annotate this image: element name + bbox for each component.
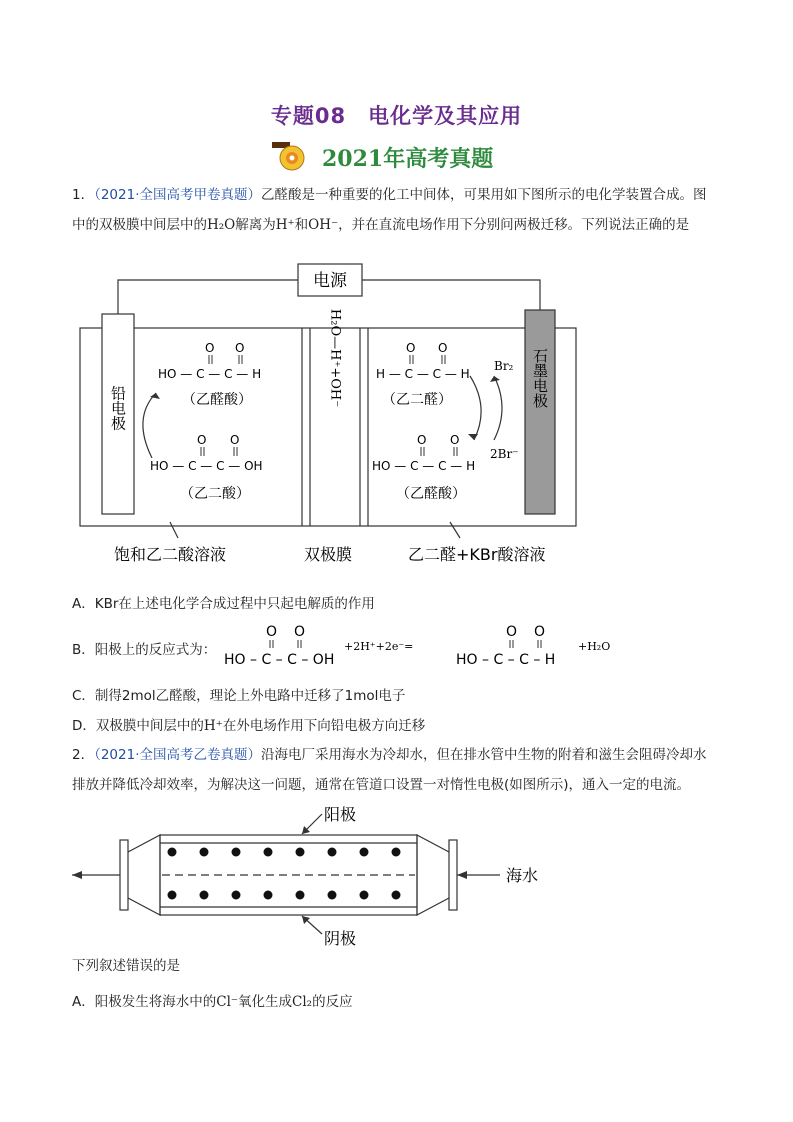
electrode-dot bbox=[168, 891, 177, 900]
svg-text:O: O bbox=[534, 624, 546, 640]
electrode-dot bbox=[200, 848, 209, 857]
q1-text-b3: ，并在直流电场作用下分别问两极迁移。下列说法正确的是 bbox=[338, 217, 690, 233]
q1-h2o: H₂O bbox=[207, 217, 236, 233]
electrode-dot bbox=[200, 891, 209, 900]
electrode-dot bbox=[328, 848, 337, 857]
glyoxal-kbr-solution-label: 乙二醛+KBr酸溶液 bbox=[408, 545, 546, 564]
svg-text:HO — C — C — OH: HO — C — C — OH bbox=[150, 459, 263, 473]
pipe-electrodes-diagram bbox=[72, 800, 572, 952]
electrode-dot bbox=[392, 891, 401, 900]
svg-text:O: O bbox=[266, 624, 278, 640]
q1-source: （2021·全国高考甲卷真题） bbox=[94, 187, 261, 203]
q2-number: 2． bbox=[72, 747, 95, 763]
glyoxylic-acid-label-right: （乙醛酸） bbox=[396, 486, 466, 502]
q1-option-a[interactable]: A．KBr在上述电化学合成过程中只起电解质的作用 bbox=[72, 596, 375, 612]
q2-option-a-cl-minus: Cl⁻ bbox=[216, 994, 239, 1010]
q1-and: 和 bbox=[294, 217, 309, 233]
lead-electrode-label: 铅电极 bbox=[109, 385, 127, 431]
q2-option-a-e: 的反应 bbox=[312, 994, 353, 1010]
svg-text:O: O bbox=[450, 433, 460, 447]
q1-option-b-prefix: B．阳极上的反应式为： bbox=[72, 642, 217, 658]
q1-text-b2: 解离为 bbox=[235, 217, 276, 233]
q1-option-c[interactable]: C．制得2mol乙醛酸，理论上外电路中迁移了1mol电子 bbox=[72, 688, 406, 704]
q1-option-d[interactable] bbox=[72, 714, 732, 734]
membrane-reaction-label: H₂O—H⁺+OH⁻ bbox=[327, 308, 343, 408]
q2-text-a: 沿海电厂采用海水为冷却水，但在排水管中生物的附着和滋生会阻碍冷却水 bbox=[261, 747, 707, 763]
cathode-electrode-dots bbox=[168, 891, 401, 900]
q2-source: （2021·全国高考乙卷真题） bbox=[94, 747, 261, 763]
svg-text:O: O bbox=[230, 433, 240, 447]
electrode-dot bbox=[392, 848, 401, 857]
anode-label: 阳极 bbox=[324, 805, 357, 824]
oxalic-acid-structure bbox=[150, 433, 263, 473]
svg-text:O: O bbox=[197, 433, 207, 447]
svg-text:HO — C — C — H: HO — C — C — H bbox=[158, 367, 262, 381]
svg-text:O: O bbox=[438, 341, 448, 355]
q1-option-b-suffix: +H₂O bbox=[578, 640, 611, 653]
br2-label: Br₂ bbox=[494, 359, 514, 373]
q1-option-b[interactable] bbox=[72, 620, 732, 670]
mascot-logo-icon bbox=[268, 138, 312, 174]
svg-text:O: O bbox=[205, 341, 215, 355]
page-subtitle: 2021年高考真题 bbox=[322, 146, 494, 172]
graphite-electrode bbox=[525, 310, 555, 514]
page-title: 专题08 电化学及其应用 bbox=[270, 104, 523, 128]
electrode-dot bbox=[360, 848, 369, 857]
q2-stem-question: 下列叙述错误的是 bbox=[72, 958, 180, 974]
q1-text-a: 乙醛酸是一种重要的化工中间体，可果用如下图所示的电化学装置合成。图 bbox=[261, 187, 707, 203]
glyoxal-structure bbox=[376, 341, 470, 381]
svg-text:H — C — C — H: H — C — C — H bbox=[376, 367, 470, 381]
glyoxylic-acid-structure-right bbox=[372, 433, 475, 473]
anode-electrode-dots bbox=[168, 848, 401, 857]
saturated-oxalic-solution-label: 饱和乙二酸溶液 bbox=[114, 545, 227, 564]
electrode-dot bbox=[296, 848, 305, 857]
q2-text-b: 排放并降低冷却效率，为解决这一问题，通常在管道口设置一对惰性电极(如图所示)，通入一定的电流。 bbox=[72, 777, 691, 793]
q1-stem bbox=[72, 180, 732, 240]
q2-stem bbox=[72, 740, 732, 800]
electrode-dot bbox=[264, 848, 273, 857]
q1-hplus: H⁺ bbox=[275, 217, 295, 233]
electrode-dot bbox=[264, 891, 273, 900]
svg-text:O: O bbox=[235, 341, 245, 355]
seawater-label: 海水 bbox=[506, 866, 539, 885]
q1-ohminus: OH⁻ bbox=[308, 217, 339, 233]
inflow-arrow-icon bbox=[457, 871, 467, 879]
q1-option-d-c: 在外电场作用下向铅电极方向迁移 bbox=[222, 718, 426, 734]
svg-text:HO — C — C — H: HO — C — C — H bbox=[372, 459, 476, 473]
q1-option-d-a: D．双极膜中间层中的 bbox=[72, 718, 204, 734]
electrode-dot bbox=[296, 891, 305, 900]
cathode-label: 阴极 bbox=[324, 929, 357, 948]
svg-text:HO – C – C – H: HO – C – C – H bbox=[456, 652, 556, 668]
q1-option-d-hplus: H⁺ bbox=[203, 718, 223, 734]
q2-option-a-cl2: Cl₂ bbox=[292, 994, 313, 1010]
electrolysis-cell-diagram bbox=[70, 258, 590, 578]
q1-text-b1: 中的双极膜中间层中的 bbox=[72, 217, 207, 233]
svg-text:O: O bbox=[506, 624, 518, 640]
bipolar-membrane-label: 双极膜 bbox=[304, 545, 353, 564]
q2-option-a-c: 氧化生成 bbox=[238, 994, 293, 1010]
electrode-dot bbox=[232, 891, 241, 900]
q2-option-a[interactable] bbox=[72, 990, 732, 1010]
q1-option-b-mid: +2H⁺+2e⁻= bbox=[344, 640, 414, 653]
svg-text:HO – C – C – OH: HO – C – C – OH bbox=[224, 652, 335, 668]
svg-text:O: O bbox=[406, 341, 416, 355]
oxalic-acid-label: （乙二酸） bbox=[180, 486, 250, 502]
electrode-dot bbox=[328, 891, 337, 900]
q1-number: 1． bbox=[72, 187, 95, 203]
electrode-dot bbox=[232, 848, 241, 857]
br-minus-label: 2Br⁻ bbox=[490, 447, 519, 461]
glyoxylic-acid-label-left: （乙醛酸） bbox=[182, 392, 252, 408]
electrode-dot bbox=[360, 891, 369, 900]
power-source-label: 电源 bbox=[313, 271, 347, 291]
svg-text:O: O bbox=[294, 624, 306, 640]
glyoxylic-acid-structure-left bbox=[158, 341, 261, 381]
q1-option-b-equation bbox=[220, 620, 640, 668]
svg-text:O: O bbox=[417, 433, 427, 447]
q2-option-a-a: A．阳极发生将海水中的 bbox=[72, 994, 217, 1010]
outflow-arrow-icon bbox=[72, 871, 82, 879]
electrode-dot bbox=[168, 848, 177, 857]
graphite-electrode-label: 石墨电极 bbox=[531, 348, 549, 408]
glyoxal-label: （乙二醛） bbox=[382, 392, 452, 408]
